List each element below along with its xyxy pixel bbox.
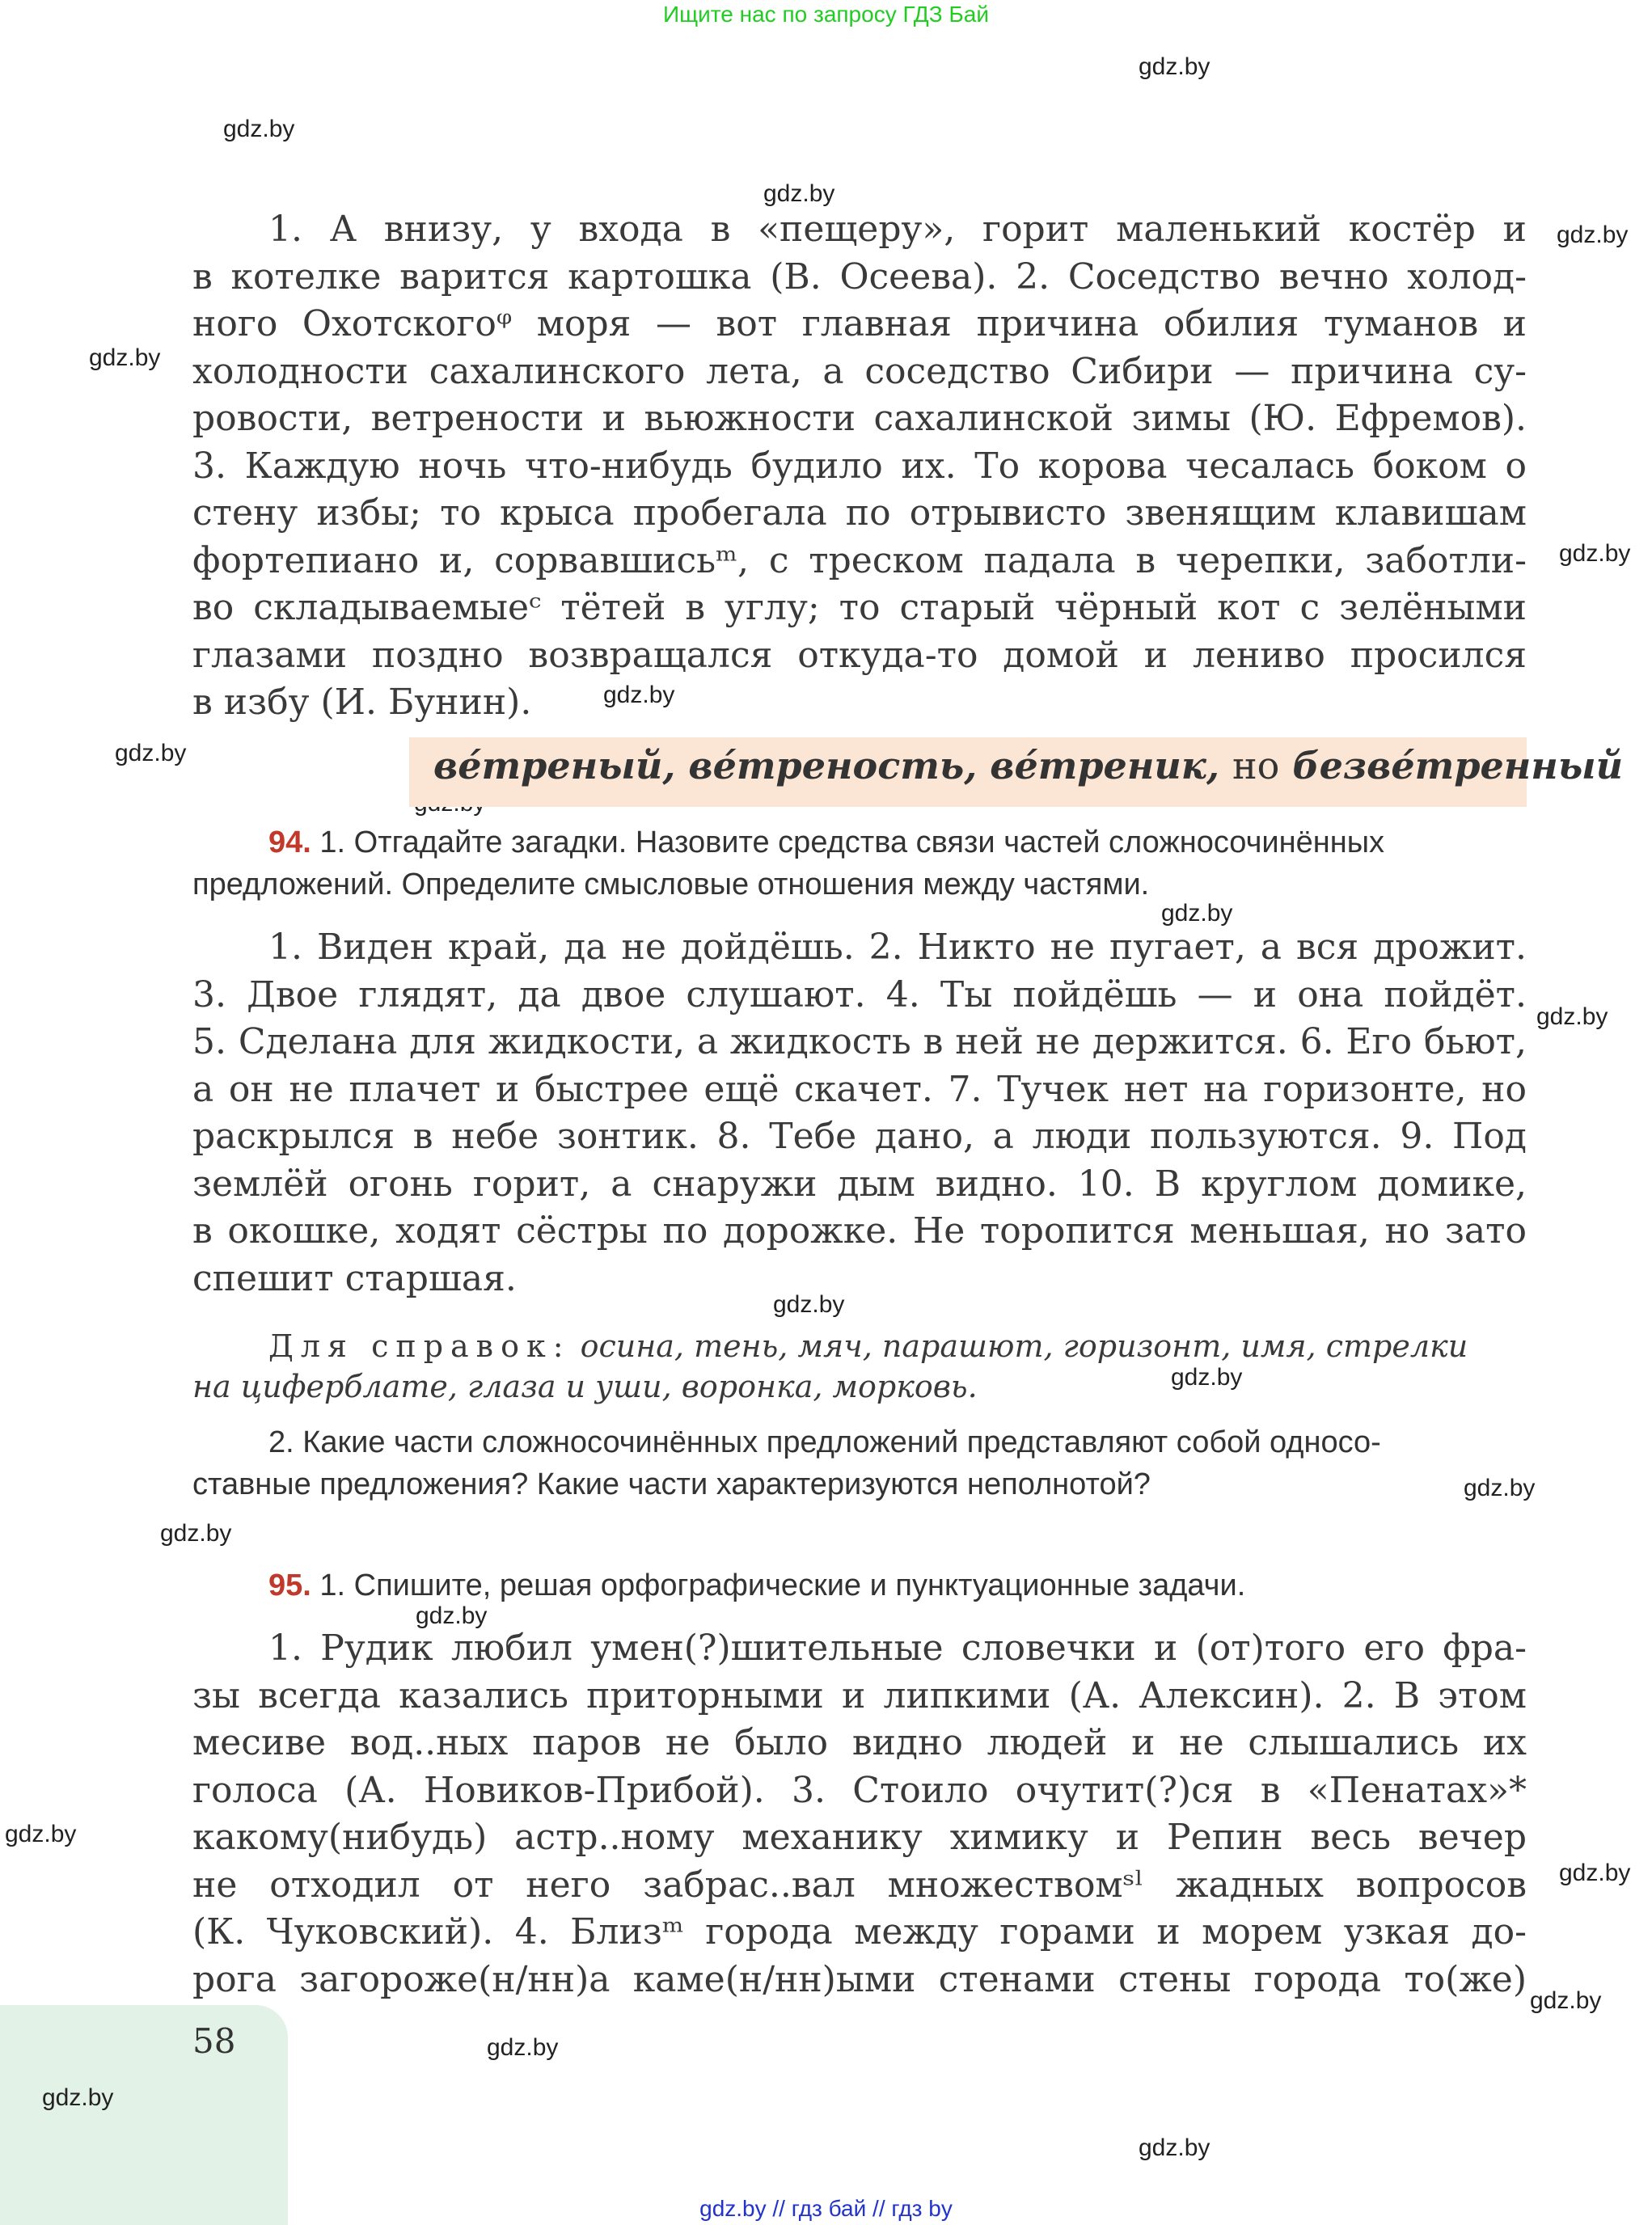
vocabulary-box <box>409 737 1624 807</box>
task-text: 2. Какие части сложносочинённых предложений представляют собой односо- <box>268 1425 1381 1459</box>
text-line: 3. Двое глядят, да двое слушают. 4. Ты пойдёшь — и она пойдёт. <box>192 973 1527 1015</box>
watermark: gdz.by <box>160 1520 232 1547</box>
footer-links[interactable]: gdz.by // гдз бай // гдз by <box>699 2196 953 2221</box>
task-94-part2 <box>192 1421 1527 1505</box>
text-line: фортепиано и, сорвавшисьᵐ, с треском падала в черепки, заботли- <box>192 539 1527 581</box>
text-line: в котелке варится картошка (В. Осеева). 2. Соседство вечно холод- <box>192 255 1527 298</box>
watermark: gdz.by <box>1139 53 1210 80</box>
exercise-93-text <box>192 206 1527 727</box>
task-text: 1. Спишите, решая орфографические и пунктуационные задачи. <box>319 1568 1246 1602</box>
watermark: gdz.by <box>89 344 161 371</box>
text-line: 5. Сделана для жидкости, а жидкость в ней не держится. 6. Его бьют, <box>192 1021 1527 1062</box>
text-line: месиве вод..ных паров не было видно людей и не слышались их <box>192 1722 1527 1763</box>
text-line: спешит старшая. <box>192 1257 517 1299</box>
page-corner-tab <box>0 2005 288 2225</box>
vocab-last-word: безве́тренный <box>1292 744 1624 787</box>
watermark: gdz.by <box>1171 1364 1243 1391</box>
text-line: рога загороже(н/нн)а каме(н/нн)ыми стенами стены города то(же) <box>192 1958 1527 2000</box>
text-line: 1. А внизу, у входа в «пещеру», горит маленький костёр и <box>268 209 1527 250</box>
search-banner: Ищите нас по запросу ГДЗ Бай <box>662 2 990 27</box>
task-number: 94. <box>268 825 311 859</box>
text-line: голоса (А. Новиков-Прибой). 3. Стоило очутит(?)ся в «Пенатах»* <box>192 1769 1527 1811</box>
text-line: (К. Чуковский). 4. Близᵐ города между горами и морем узкая до- <box>192 1911 1527 1953</box>
watermark: gdz.by <box>1464 1475 1536 1501</box>
vocab-words: ве́треный, ве́треность, ве́треник, <box>433 744 1219 787</box>
text-line: 1. Рудик любил умен(?)шительные словечки и (от)того его фра- <box>268 1628 1527 1669</box>
watermark: gdz.by <box>1557 222 1629 248</box>
riddles-text <box>192 924 1527 1302</box>
task-94-instructions <box>192 821 1527 906</box>
watermark: gdz.by <box>1559 1860 1631 1886</box>
task-number: 95. <box>268 1568 311 1602</box>
reference-note <box>192 1326 1527 1407</box>
text-line: землёй огонь горит, а снаружи дым видно. 10. В круглом домике, <box>192 1163 1527 1205</box>
vocabulary-words <box>433 744 1623 787</box>
vocab-connector: но <box>1232 744 1280 787</box>
task-text: предложений. Определите смысловые отношения между частями. <box>192 868 1150 901</box>
page-number: 58 <box>192 2021 236 2061</box>
watermark: gdz.by <box>416 1602 488 1629</box>
text-line: 3. Каждую ночь что-нибудь будило их. То корова чесалась боком о <box>192 445 1527 487</box>
watermark: gdz.by <box>115 740 187 766</box>
watermark: gdz.by <box>1161 900 1233 927</box>
reference-answers: на циферблате, глаза и уши, воронка, морковь. <box>192 1369 978 1404</box>
text-line: глазами поздно возвращался откуда-то домой и лениво просился <box>192 634 1527 676</box>
text-line: в окошке, ходят сёстры по дорожке. Не торопится меньшая, но зато <box>192 1210 1527 1252</box>
exercise-95-text <box>192 1625 1527 2003</box>
watermark: gdz.by <box>773 1291 845 1318</box>
text-line: зы всегда казались приторными и липкими (А. Алексин). 2. В этом <box>192 1674 1527 1716</box>
text-line: раскрылся в небе зонтик. 8. Тебе дано, а люди пользуются. 9. Под <box>192 1116 1527 1157</box>
text-line: 1. Виден край, да не дойдёшь. 2. Никто не пугает, а вся дрожит. <box>268 927 1527 968</box>
watermark: gdz.by <box>5 1821 77 1847</box>
reference-label: Для справок: <box>268 1328 571 1364</box>
task-text: ставные предложения? Какие части характеризуются неполнотой? <box>192 1467 1151 1501</box>
watermark: gdz.by <box>763 180 835 207</box>
text-line: холодности сахалинского лета, а соседство Сибири — причина су- <box>192 350 1527 392</box>
watermark: gdz.by <box>42 2084 114 2111</box>
text-line: стену избы; то крыса пробегала по отрывисто звенящим клавишам <box>192 492 1527 534</box>
reference-answers: осина, тень, мяч, парашют, горизонт, имя, стрелки <box>580 1328 1468 1364</box>
text-line: во складываемыеᶜ тётей в углу; то старый чёрный кот с зелёными <box>192 587 1527 628</box>
task-95-instructions <box>192 1564 1527 1606</box>
watermark: gdz.by <box>1530 1987 1602 2014</box>
task-text: 1. Отгадайте загадки. Назовите средства связи частей сложносочинённых <box>319 825 1385 859</box>
text-line: а он не плачет и быстрее ещё скачет. 7. Тучек нет на горизонте, но <box>192 1068 1527 1110</box>
text-line: ровости, ветрености и вьюжности сахалинской зимы (Ю. Ефремов). <box>192 398 1527 439</box>
text-line: какому(нибудь) астр..ному механику химику и Репин весь вечер <box>192 1817 1527 1858</box>
watermark: gdz.by <box>1559 540 1631 567</box>
watermark: gdz.by <box>487 2034 559 2061</box>
watermark: gdz.by <box>1139 2134 1210 2161</box>
text-line: ного Охотскогоᵠ моря — вот главная причина обилия туманов и <box>192 303 1527 344</box>
text-line: в избу (И. Бунин). <box>192 682 532 723</box>
watermark: gdz.by <box>1536 1003 1608 1030</box>
watermark: gdz.by <box>223 116 295 142</box>
text-line: не отходил от него забрас..вал множествомˢˡ жадных вопросов <box>192 1864 1527 1906</box>
watermark: gdz.by <box>603 682 675 708</box>
